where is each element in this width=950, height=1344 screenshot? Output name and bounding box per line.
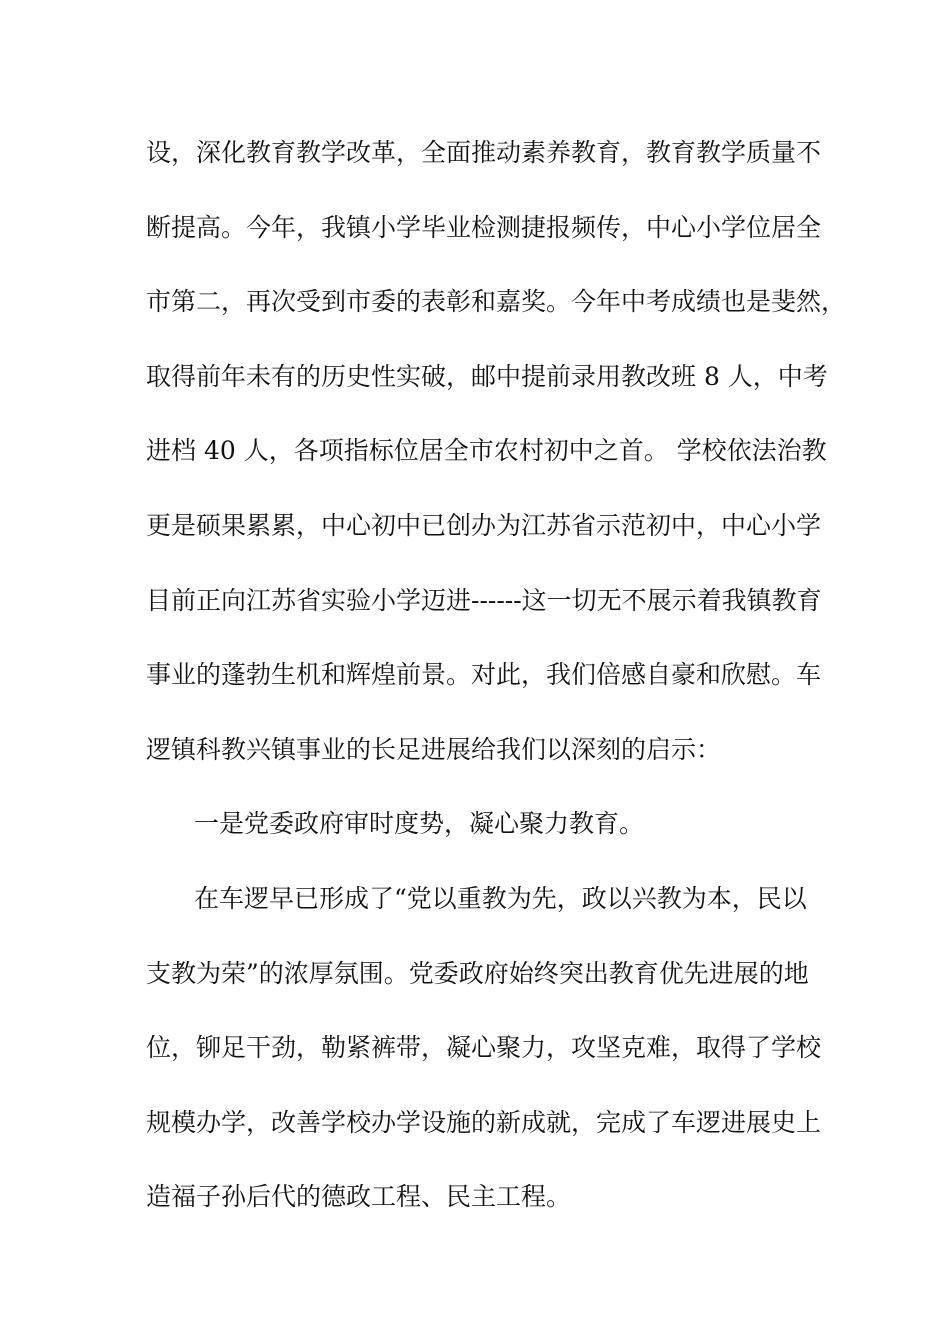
text-line: 目前正向江苏省实验小学迈进------这一切无不展示着我镇教育 <box>146 585 822 615</box>
text-line: 更是硕果累累，中心初中已创办为江苏省示范初中，中心小学 <box>146 510 822 540</box>
text-line: 规模办学，改善学校办学设施的新成就，完成了车逻进展史上 <box>146 1107 822 1137</box>
text-line: 在车逻早已形成了“党以重教为先，政以兴教为本，民以 <box>194 883 807 913</box>
text-line: 逻镇科教兴镇事业的长足进展给我们以深刻的启示： <box>146 734 722 764</box>
text-line: 取得前年未有的历史性实破，邮中提前录用教改班 8 人，中考 <box>146 361 828 391</box>
text-line: 事业的蓬勃生机和辉煌前景。对此，我们倍感自豪和欣慰。车 <box>146 660 822 690</box>
text-line: 位，铆足干劲，勒紧裤带，凝心聚力，攻坚克难，取得了学校 <box>146 1033 822 1063</box>
body-text <box>146 126 847 1245</box>
text-line: 进档 40 人，各项指标位居全市农村初中之首。 学校依法治教 <box>146 436 827 466</box>
text-line: 设，深化教育教学改革，全面推动素养教育，教育教学质量不 <box>146 138 822 167</box>
text-line: 支教为荣”的浓厚氛围。党委政府始终突出教育优先进展的地 <box>146 958 809 988</box>
text-line: 造福子孙后代的德政工程、民主工程。 <box>146 1182 572 1212</box>
section-heading: 一是党委政府审时度势，凝心聚力教育。 <box>194 809 645 839</box>
text-line: 断提高。今年，我镇小学毕业检测捷报频传，中心小学位居全 <box>146 212 822 242</box>
text-line: 市第二，再次受到市委的表彰和嘉奖。今年中考成绩也是斐然， <box>146 287 847 317</box>
